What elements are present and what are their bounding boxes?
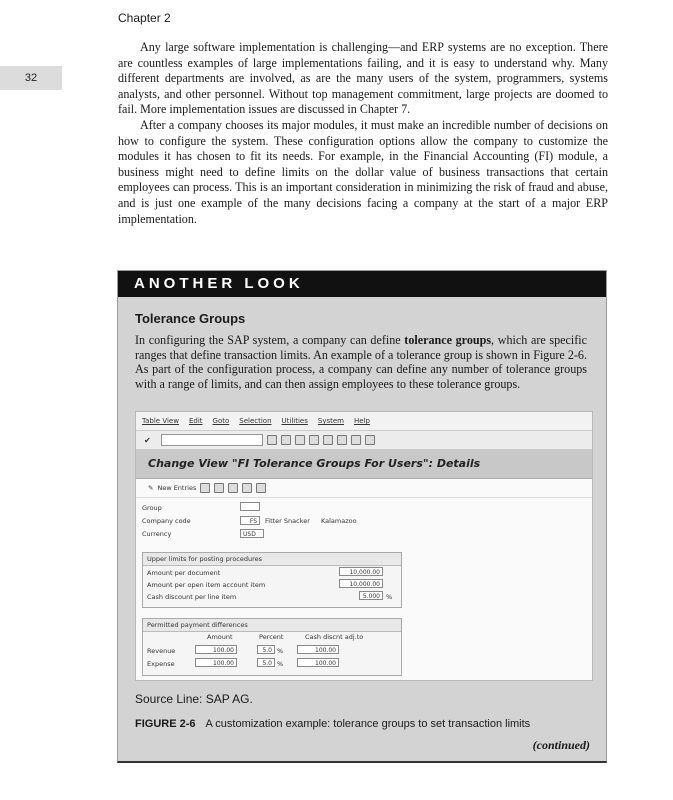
paragraph-2: After a company chooses its major modules, it must make an incredible number of decisions on how to configure the system. These configuration options allow the company to customize the modules it has chosen to fit its needs. For example, in the Financial Accounting (FI) module, a business might need to define limits on the dollar value of business transactions that certain employees can process. This is an important consideration in minimizing the risk of fraud and abuse, and is just one example of the many decisions facing a company at the start of a major ERP implementation. [118, 117, 608, 226]
body-text [118, 40, 608, 227]
menu-selection[interactable]: Selection [239, 417, 272, 425]
menu-utilities[interactable]: Utilities [281, 417, 308, 425]
company-name: Fitter Snacker [265, 517, 310, 525]
expense-percent-sign: % [277, 660, 284, 668]
company-code-label: Company code [142, 517, 191, 525]
another-look-box [117, 270, 607, 763]
amount-per-document-input[interactable]: 10,000.00 [339, 567, 383, 576]
page-number: 32 [0, 66, 62, 90]
box-para-a: In configuring the SAP system, a company can define [135, 333, 405, 347]
cash-discount-percent: % [386, 593, 393, 601]
menu-edit[interactable]: Edit [188, 417, 203, 425]
revenue-percent-sign: % [277, 647, 284, 655]
command-field[interactable] [161, 434, 263, 446]
box-title: Tolerance Groups [135, 311, 246, 326]
menu-system[interactable]: System [317, 417, 344, 425]
chapter-heading: Chapter 2 [118, 11, 171, 25]
prev-entry-icon[interactable] [242, 483, 252, 493]
undo-icon[interactable] [228, 483, 238, 493]
find-icon[interactable] [337, 435, 347, 445]
upper-limits-title: Upper limits for posting procedures [143, 553, 401, 566]
company-city: Kalamazoo [321, 517, 357, 525]
amount-open-item-label: Amount per open item account item [147, 581, 266, 589]
revenue-percent-input[interactable]: 5.0 [257, 645, 275, 654]
amount-per-document-label: Amount per document [147, 569, 221, 577]
box-paragraph [135, 333, 587, 391]
copy-icon[interactable] [200, 483, 210, 493]
cash-discount-label: Cash discount per line item [147, 593, 237, 601]
source-line: Source Line: SAP AG. [135, 692, 253, 706]
amount-open-item-input[interactable]: 10,000.00 [339, 579, 383, 588]
permitted-differences-title: Permitted payment differences [143, 619, 401, 632]
box-para-bold: tolerance groups [404, 333, 492, 347]
box-para-b: , which are specific ranges that define transaction limits. An example of a tolerance group is shown in Figure 2-6. As part of the configuration process, a company can define any number of tolerance groups with a range of limits, and can then assign employees to these tolerance groups. [135, 333, 587, 391]
menu-goto[interactable]: Goto [212, 417, 230, 425]
group-input[interactable] [240, 502, 260, 511]
revenue-amount-input[interactable]: 100.00 [195, 645, 237, 654]
col-percent: Percent [259, 633, 284, 641]
exit-icon[interactable] [295, 435, 305, 445]
revenue-label: Revenue [147, 647, 176, 655]
cash-discount-input[interactable]: 5.000 [359, 591, 383, 600]
sap-app-toolbar [136, 479, 592, 498]
new-entries-button[interactable]: New Entries [157, 484, 197, 492]
next-entry-icon[interactable] [256, 483, 266, 493]
print-icon[interactable] [323, 435, 333, 445]
expense-percent-input[interactable]: 5.0 [257, 658, 275, 667]
back-icon[interactable] [281, 435, 291, 445]
col-amount: Amount [207, 633, 233, 641]
cancel-icon[interactable] [309, 435, 319, 445]
figure-caption-text: A customization example: tolerance groups to set transaction limits [205, 718, 531, 730]
sap-toolbar [136, 431, 592, 450]
sap-screen-title: Change View "FI Tolerance Groups For Users": Details [136, 450, 592, 479]
figure-caption [135, 718, 530, 730]
sap-menubar [136, 412, 592, 431]
company-code-input[interactable]: FS [240, 516, 260, 525]
permitted-differences-group [142, 618, 402, 676]
expense-cash-input[interactable]: 100.00 [297, 658, 339, 667]
group-label: Group [142, 504, 162, 512]
col-cash: Cash discnt adj.to [305, 633, 364, 641]
upper-limits-group [142, 552, 402, 608]
currency-input[interactable]: USD [240, 529, 264, 538]
menu-table-view[interactable]: Table View [142, 417, 179, 425]
paragraph-1: Any large software implementation is challenging—and ERP systems are no exception. There are countless examples of large implementations failing, and it is easy to understand why. Many different departments are involved, as are the many users of the system, programmers, systems analysts, and other personnel. Without top management commitment, large projects are doomed to fail. More implementation issues are discussed in Chapter 7. [118, 40, 608, 117]
delete-icon[interactable] [214, 483, 224, 493]
sap-screenshot [135, 411, 593, 681]
save-icon[interactable] [267, 435, 277, 445]
help-icon[interactable] [365, 435, 375, 445]
new-entries-icon[interactable]: ✎ [148, 484, 154, 492]
currency-label: Currency [142, 530, 172, 538]
expense-label: Expense [147, 660, 175, 668]
box-header: ANOTHER LOOK [118, 271, 606, 297]
page-icon[interactable] [351, 435, 361, 445]
enter-icon[interactable]: ✔ [144, 435, 151, 445]
continued-note: (continued) [532, 738, 590, 752]
figure-label: FIGURE 2-6 [135, 718, 196, 730]
menu-help[interactable]: Help [353, 417, 370, 425]
revenue-cash-input[interactable]: 100.00 [297, 645, 339, 654]
expense-amount-input[interactable]: 100.00 [195, 658, 237, 667]
